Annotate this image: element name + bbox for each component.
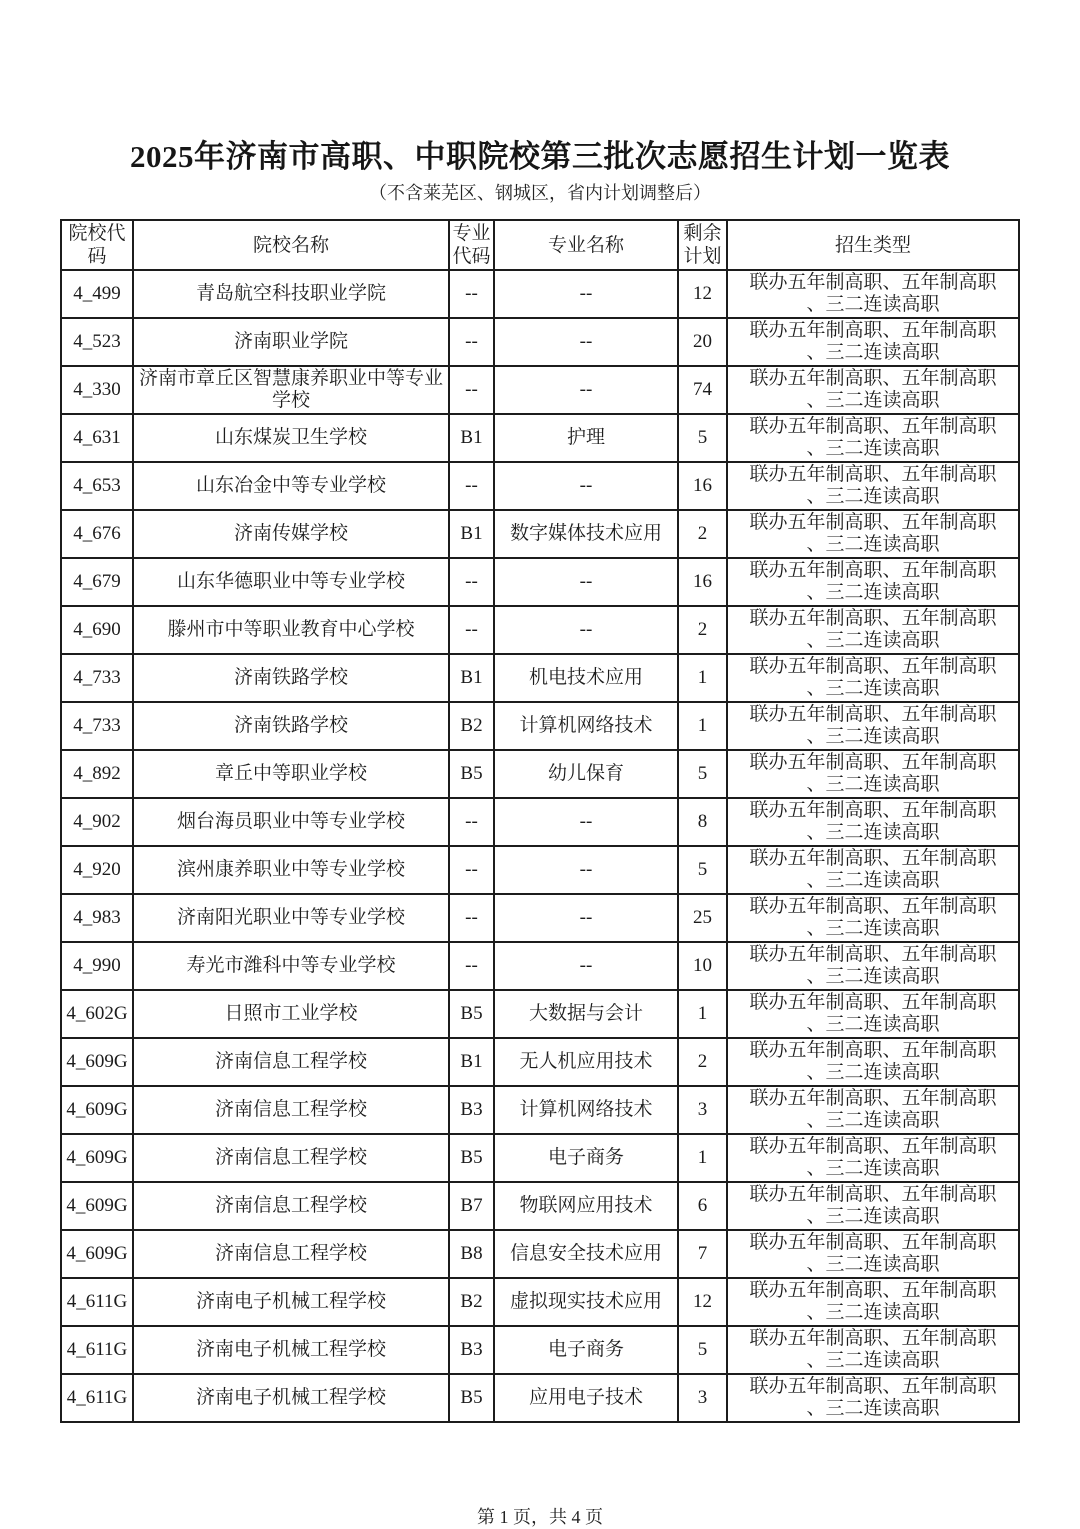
cell-major-name: --: [494, 894, 678, 942]
cell-school-name: 济南信息工程学校: [133, 1134, 449, 1182]
cell-school-code: 4_733: [61, 654, 133, 702]
cell-school-code: 4_609G: [61, 1086, 133, 1134]
cell-remaining-plan: 5: [678, 846, 727, 894]
cell-school-name: 济南阳光职业中等专业学校: [133, 894, 449, 942]
admission-type-line: 、三二连读高职: [806, 966, 940, 987]
admission-type-line: 联办五年制高职、五年制高职: [749, 1184, 997, 1205]
cell-major-name: 护理: [494, 414, 678, 462]
admission-type-line: 联办五年制高职、五年制高职: [749, 1376, 997, 1397]
table-row: [61, 270, 1019, 318]
admission-type-line: 、三二连读高职: [806, 678, 940, 699]
table-row: [61, 702, 1019, 750]
cell-school-code: 4_609G: [61, 1038, 133, 1086]
cell-major-code: --: [449, 558, 494, 606]
cell-remaining-plan: 16: [678, 558, 727, 606]
cell-school-name: 济南信息工程学校: [133, 1182, 449, 1230]
cell-major-name: 计算机网络技术: [494, 1086, 678, 1134]
cell-major-code: B5: [449, 1374, 494, 1422]
admission-type-line: 、三二连读高职: [806, 918, 940, 939]
cell-school-code: 4_330: [61, 366, 133, 414]
table-row: [61, 1134, 1019, 1182]
table-row: [61, 1230, 1019, 1278]
cell-school-name: 济南电子机械工程学校: [133, 1278, 449, 1326]
cell-major-name: --: [494, 606, 678, 654]
cell-remaining-plan: 5: [678, 414, 727, 462]
cell-school-code: 4_631: [61, 414, 133, 462]
cell-major-code: B3: [449, 1086, 494, 1134]
admission-type-line: 、三二连读高职: [806, 1062, 940, 1083]
admission-type-line: 、三二连读高职: [806, 1350, 940, 1371]
cell-major-code: --: [449, 846, 494, 894]
cell-school-code: 4_611G: [61, 1374, 133, 1422]
cell-admission-type: [727, 1182, 1019, 1230]
cell-major-code: B5: [449, 750, 494, 798]
col-header-remaining-plan: 剩余计划: [678, 220, 727, 270]
cell-remaining-plan: 16: [678, 462, 727, 510]
table-row: [61, 1182, 1019, 1230]
cell-admission-type: [727, 990, 1019, 1038]
table-row: [61, 1374, 1019, 1422]
cell-school-name: 滨州康养职业中等专业学校: [133, 846, 449, 894]
admission-type-line: 联办五年制高职、五年制高职: [749, 1088, 997, 1109]
cell-remaining-plan: 1: [678, 1134, 727, 1182]
admission-type-line: 、三二连读高职: [806, 822, 940, 843]
cell-school-code: 4_609G: [61, 1230, 133, 1278]
cell-school-code: 4_611G: [61, 1326, 133, 1374]
admission-type-line: 、三二连读高职: [806, 486, 940, 507]
table-row: [61, 414, 1019, 462]
admission-type-line: 、三二连读高职: [806, 390, 940, 411]
table-row: [61, 654, 1019, 702]
cell-school-name: 章丘中等职业学校: [133, 750, 449, 798]
cell-school-name: 济南职业学院: [133, 318, 449, 366]
cell-admission-type: [727, 462, 1019, 510]
cell-major-name: 信息安全技术应用: [494, 1230, 678, 1278]
admission-type-line: 、三二连读高职: [806, 1302, 940, 1323]
admission-type-line: 、三二连读高职: [806, 870, 940, 891]
cell-major-name: --: [494, 942, 678, 990]
table-row: [61, 1038, 1019, 1086]
cell-admission-type: [727, 606, 1019, 654]
cell-admission-type: [727, 750, 1019, 798]
cell-admission-type: [727, 1374, 1019, 1422]
cell-school-code: 4_499: [61, 270, 133, 318]
cell-major-name: --: [494, 846, 678, 894]
table-row: [61, 366, 1019, 414]
admission-type-line: 联办五年制高职、五年制高职: [749, 800, 997, 821]
cell-remaining-plan: 1: [678, 702, 727, 750]
cell-major-code: B2: [449, 1278, 494, 1326]
table-body: [61, 270, 1019, 1422]
table-row: [61, 318, 1019, 366]
cell-major-code: --: [449, 606, 494, 654]
page-subtitle: （不含莱芜区、钢城区，省内计划调整后）: [369, 183, 711, 203]
cell-admission-type: [727, 702, 1019, 750]
cell-remaining-plan: 2: [678, 510, 727, 558]
cell-school-name: 济南铁路学校: [133, 654, 449, 702]
cell-remaining-plan: 3: [678, 1374, 727, 1422]
cell-major-code: --: [449, 942, 494, 990]
cell-admission-type: [727, 318, 1019, 366]
cell-school-name: 滕州市中等职业教育中心学校: [133, 606, 449, 654]
admission-type-line: 联办五年制高职、五年制高职: [749, 320, 997, 341]
cell-remaining-plan: 1: [678, 990, 727, 1038]
cell-major-code: --: [449, 462, 494, 510]
cell-remaining-plan: 12: [678, 270, 727, 318]
cell-school-name: 青岛航空科技职业学院: [133, 270, 449, 318]
table-row: [61, 606, 1019, 654]
cell-major-code: B5: [449, 990, 494, 1038]
admission-type-line: 、三二连读高职: [806, 726, 940, 747]
cell-major-code: B1: [449, 654, 494, 702]
cell-major-code: --: [449, 270, 494, 318]
cell-major-code: B8: [449, 1230, 494, 1278]
admission-type-line: 联办五年制高职、五年制高职: [749, 848, 997, 869]
cell-major-name: 电子商务: [494, 1326, 678, 1374]
col-header-school-name: 院校名称: [133, 220, 449, 270]
cell-remaining-plan: 3: [678, 1086, 727, 1134]
cell-admission-type: [727, 1278, 1019, 1326]
col-header-major-name: 专业名称: [494, 220, 678, 270]
cell-remaining-plan: 8: [678, 798, 727, 846]
admission-type-line: 联办五年制高职、五年制高职: [749, 560, 997, 581]
admission-type-line: 联办五年制高职、五年制高职: [749, 944, 997, 965]
cell-school-name: 济南电子机械工程学校: [133, 1326, 449, 1374]
cell-remaining-plan: 5: [678, 750, 727, 798]
cell-major-code: B7: [449, 1182, 494, 1230]
col-header-school-code: 院校代码: [61, 220, 133, 270]
cell-remaining-plan: 2: [678, 606, 727, 654]
admission-type-line: 、三二连读高职: [806, 294, 940, 315]
cell-major-name: --: [494, 798, 678, 846]
cell-admission-type: [727, 654, 1019, 702]
cell-school-code: 4_653: [61, 462, 133, 510]
cell-admission-type: [727, 414, 1019, 462]
cell-remaining-plan: 12: [678, 1278, 727, 1326]
cell-remaining-plan: 20: [678, 318, 727, 366]
cell-major-name: 幼儿保育: [494, 750, 678, 798]
admission-type-line: 、三二连读高职: [806, 1254, 940, 1275]
admission-type-line: 联办五年制高职、五年制高职: [749, 1040, 997, 1061]
col-header-major-code: 专业代码: [449, 220, 494, 270]
cell-major-code: --: [449, 318, 494, 366]
cell-major-name: 虚拟现实技术应用: [494, 1278, 678, 1326]
table-row: [61, 846, 1019, 894]
cell-school-name: 济南信息工程学校: [133, 1038, 449, 1086]
cell-school-name: 济南信息工程学校: [133, 1230, 449, 1278]
cell-school-name: 烟台海员职业中等专业学校: [133, 798, 449, 846]
admission-type-line: 联办五年制高职、五年制高职: [749, 656, 997, 677]
cell-school-code: 4_679: [61, 558, 133, 606]
cell-school-name: 济南市章丘区智慧康养职业中等专业学校: [133, 366, 449, 414]
admission-type-line: 联办五年制高职、五年制高职: [749, 1136, 997, 1157]
cell-admission-type: [727, 1038, 1019, 1086]
cell-major-code: B1: [449, 510, 494, 558]
cell-major-code: B1: [449, 414, 494, 462]
table-row: [61, 462, 1019, 510]
admission-type-line: 、三二连读高职: [806, 582, 940, 603]
cell-major-name: 机电技术应用: [494, 654, 678, 702]
cell-school-name: 山东冶金中等专业学校: [133, 462, 449, 510]
cell-major-name: --: [494, 366, 678, 414]
cell-remaining-plan: 74: [678, 366, 727, 414]
cell-school-name: 济南电子机械工程学校: [133, 1374, 449, 1422]
cell-admission-type: [727, 894, 1019, 942]
cell-remaining-plan: 7: [678, 1230, 727, 1278]
cell-remaining-plan: 10: [678, 942, 727, 990]
table-row: [61, 942, 1019, 990]
cell-major-name: 计算机网络技术: [494, 702, 678, 750]
cell-major-name: 无人机应用技术: [494, 1038, 678, 1086]
admission-type-line: 联办五年制高职、五年制高职: [749, 608, 997, 629]
admission-type-line: 、三二连读高职: [806, 1158, 940, 1179]
admission-type-line: 联办五年制高职、五年制高职: [749, 1328, 997, 1349]
cell-school-name: 济南传媒学校: [133, 510, 449, 558]
cell-admission-type: [727, 1134, 1019, 1182]
admission-type-line: 联办五年制高职、五年制高职: [749, 1232, 997, 1253]
table-row: [61, 558, 1019, 606]
cell-admission-type: [727, 1326, 1019, 1374]
cell-school-name: 山东煤炭卫生学校: [133, 414, 449, 462]
cell-school-name: 寿光市潍科中等专业学校: [133, 942, 449, 990]
cell-admission-type: [727, 942, 1019, 990]
cell-school-code: 4_602G: [61, 990, 133, 1038]
admission-type-line: 、三二连读高职: [806, 342, 940, 363]
cell-admission-type: [727, 558, 1019, 606]
cell-remaining-plan: 1: [678, 654, 727, 702]
cell-school-code: 4_609G: [61, 1134, 133, 1182]
cell-school-code: 4_676: [61, 510, 133, 558]
admission-type-line: 、三二连读高职: [806, 438, 940, 459]
cell-school-name: 济南铁路学校: [133, 702, 449, 750]
admission-type-line: 联办五年制高职、五年制高职: [749, 272, 997, 293]
page-title: 2025年济南市高职、中职院校第三批次志愿招生计划一览表: [130, 139, 950, 174]
cell-major-name: 数字媒体技术应用: [494, 510, 678, 558]
cell-remaining-plan: 6: [678, 1182, 727, 1230]
cell-school-name: 山东华德职业中等专业学校: [133, 558, 449, 606]
cell-school-code: 4_690: [61, 606, 133, 654]
admission-type-line: 、三二连读高职: [806, 1398, 940, 1419]
table-header-row: [61, 220, 1019, 270]
admission-type-line: 联办五年制高职、五年制高职: [749, 464, 997, 485]
cell-major-name: 应用电子技术: [494, 1374, 678, 1422]
admission-type-line: 、三二连读高职: [806, 1206, 940, 1227]
cell-school-code: 4_892: [61, 750, 133, 798]
table-row: [61, 510, 1019, 558]
table-row: [61, 1086, 1019, 1134]
page-number: 第 1 页，共 4 页: [477, 1507, 603, 1527]
table-row: [61, 990, 1019, 1038]
admission-type-line: 、三二连读高职: [806, 534, 940, 555]
admission-type-line: 联办五年制高职、五年制高职: [749, 704, 997, 725]
cell-major-name: 大数据与会计: [494, 990, 678, 1038]
cell-major-name: --: [494, 318, 678, 366]
cell-school-code: 4_990: [61, 942, 133, 990]
cell-major-name: --: [494, 270, 678, 318]
cell-school-name: 日照市工业学校: [133, 990, 449, 1038]
admission-plan-table: [60, 219, 1020, 1423]
cell-school-code: 4_733: [61, 702, 133, 750]
cell-major-code: B5: [449, 1134, 494, 1182]
admission-type-line: 、三二连读高职: [806, 1110, 940, 1131]
cell-school-code: 4_983: [61, 894, 133, 942]
cell-major-code: B1: [449, 1038, 494, 1086]
cell-remaining-plan: 5: [678, 1326, 727, 1374]
cell-admission-type: [727, 846, 1019, 894]
cell-admission-type: [727, 366, 1019, 414]
cell-major-code: B2: [449, 702, 494, 750]
admission-type-line: 联办五年制高职、五年制高职: [749, 416, 997, 437]
admission-type-line: 、三二连读高职: [806, 630, 940, 651]
admission-type-line: 、三二连读高职: [806, 1014, 940, 1035]
cell-remaining-plan: 25: [678, 894, 727, 942]
cell-major-code: --: [449, 894, 494, 942]
cell-major-name: --: [494, 462, 678, 510]
admission-type-line: 联办五年制高职、五年制高职: [749, 1280, 997, 1301]
cell-school-code: 4_523: [61, 318, 133, 366]
admission-type-line: 联办五年制高职、五年制高职: [749, 512, 997, 533]
admission-type-line: 联办五年制高职、五年制高职: [749, 368, 997, 389]
table-row: [61, 1326, 1019, 1374]
cell-admission-type: [727, 1086, 1019, 1134]
cell-admission-type: [727, 798, 1019, 846]
cell-admission-type: [727, 1230, 1019, 1278]
cell-major-name: 电子商务: [494, 1134, 678, 1182]
table-row: [61, 894, 1019, 942]
table-row: [61, 1278, 1019, 1326]
admission-type-line: 、三二连读高职: [806, 774, 940, 795]
cell-school-code: 4_609G: [61, 1182, 133, 1230]
cell-remaining-plan: 2: [678, 1038, 727, 1086]
cell-school-code: 4_920: [61, 846, 133, 894]
col-header-admission-type: 招生类型: [727, 220, 1019, 270]
admission-type-line: 联办五年制高职、五年制高职: [749, 752, 997, 773]
cell-major-name: 物联网应用技术: [494, 1182, 678, 1230]
cell-school-name: 济南信息工程学校: [133, 1086, 449, 1134]
cell-school-code: 4_611G: [61, 1278, 133, 1326]
cell-major-code: B3: [449, 1326, 494, 1374]
cell-major-code: --: [449, 798, 494, 846]
cell-major-name: --: [494, 558, 678, 606]
admission-type-line: 联办五年制高职、五年制高职: [749, 992, 997, 1013]
admission-type-line: 联办五年制高职、五年制高职: [749, 896, 997, 917]
cell-admission-type: [727, 510, 1019, 558]
table-row: [61, 798, 1019, 846]
cell-admission-type: [727, 270, 1019, 318]
cell-school-code: 4_902: [61, 798, 133, 846]
table-row: [61, 750, 1019, 798]
cell-major-code: --: [449, 366, 494, 414]
